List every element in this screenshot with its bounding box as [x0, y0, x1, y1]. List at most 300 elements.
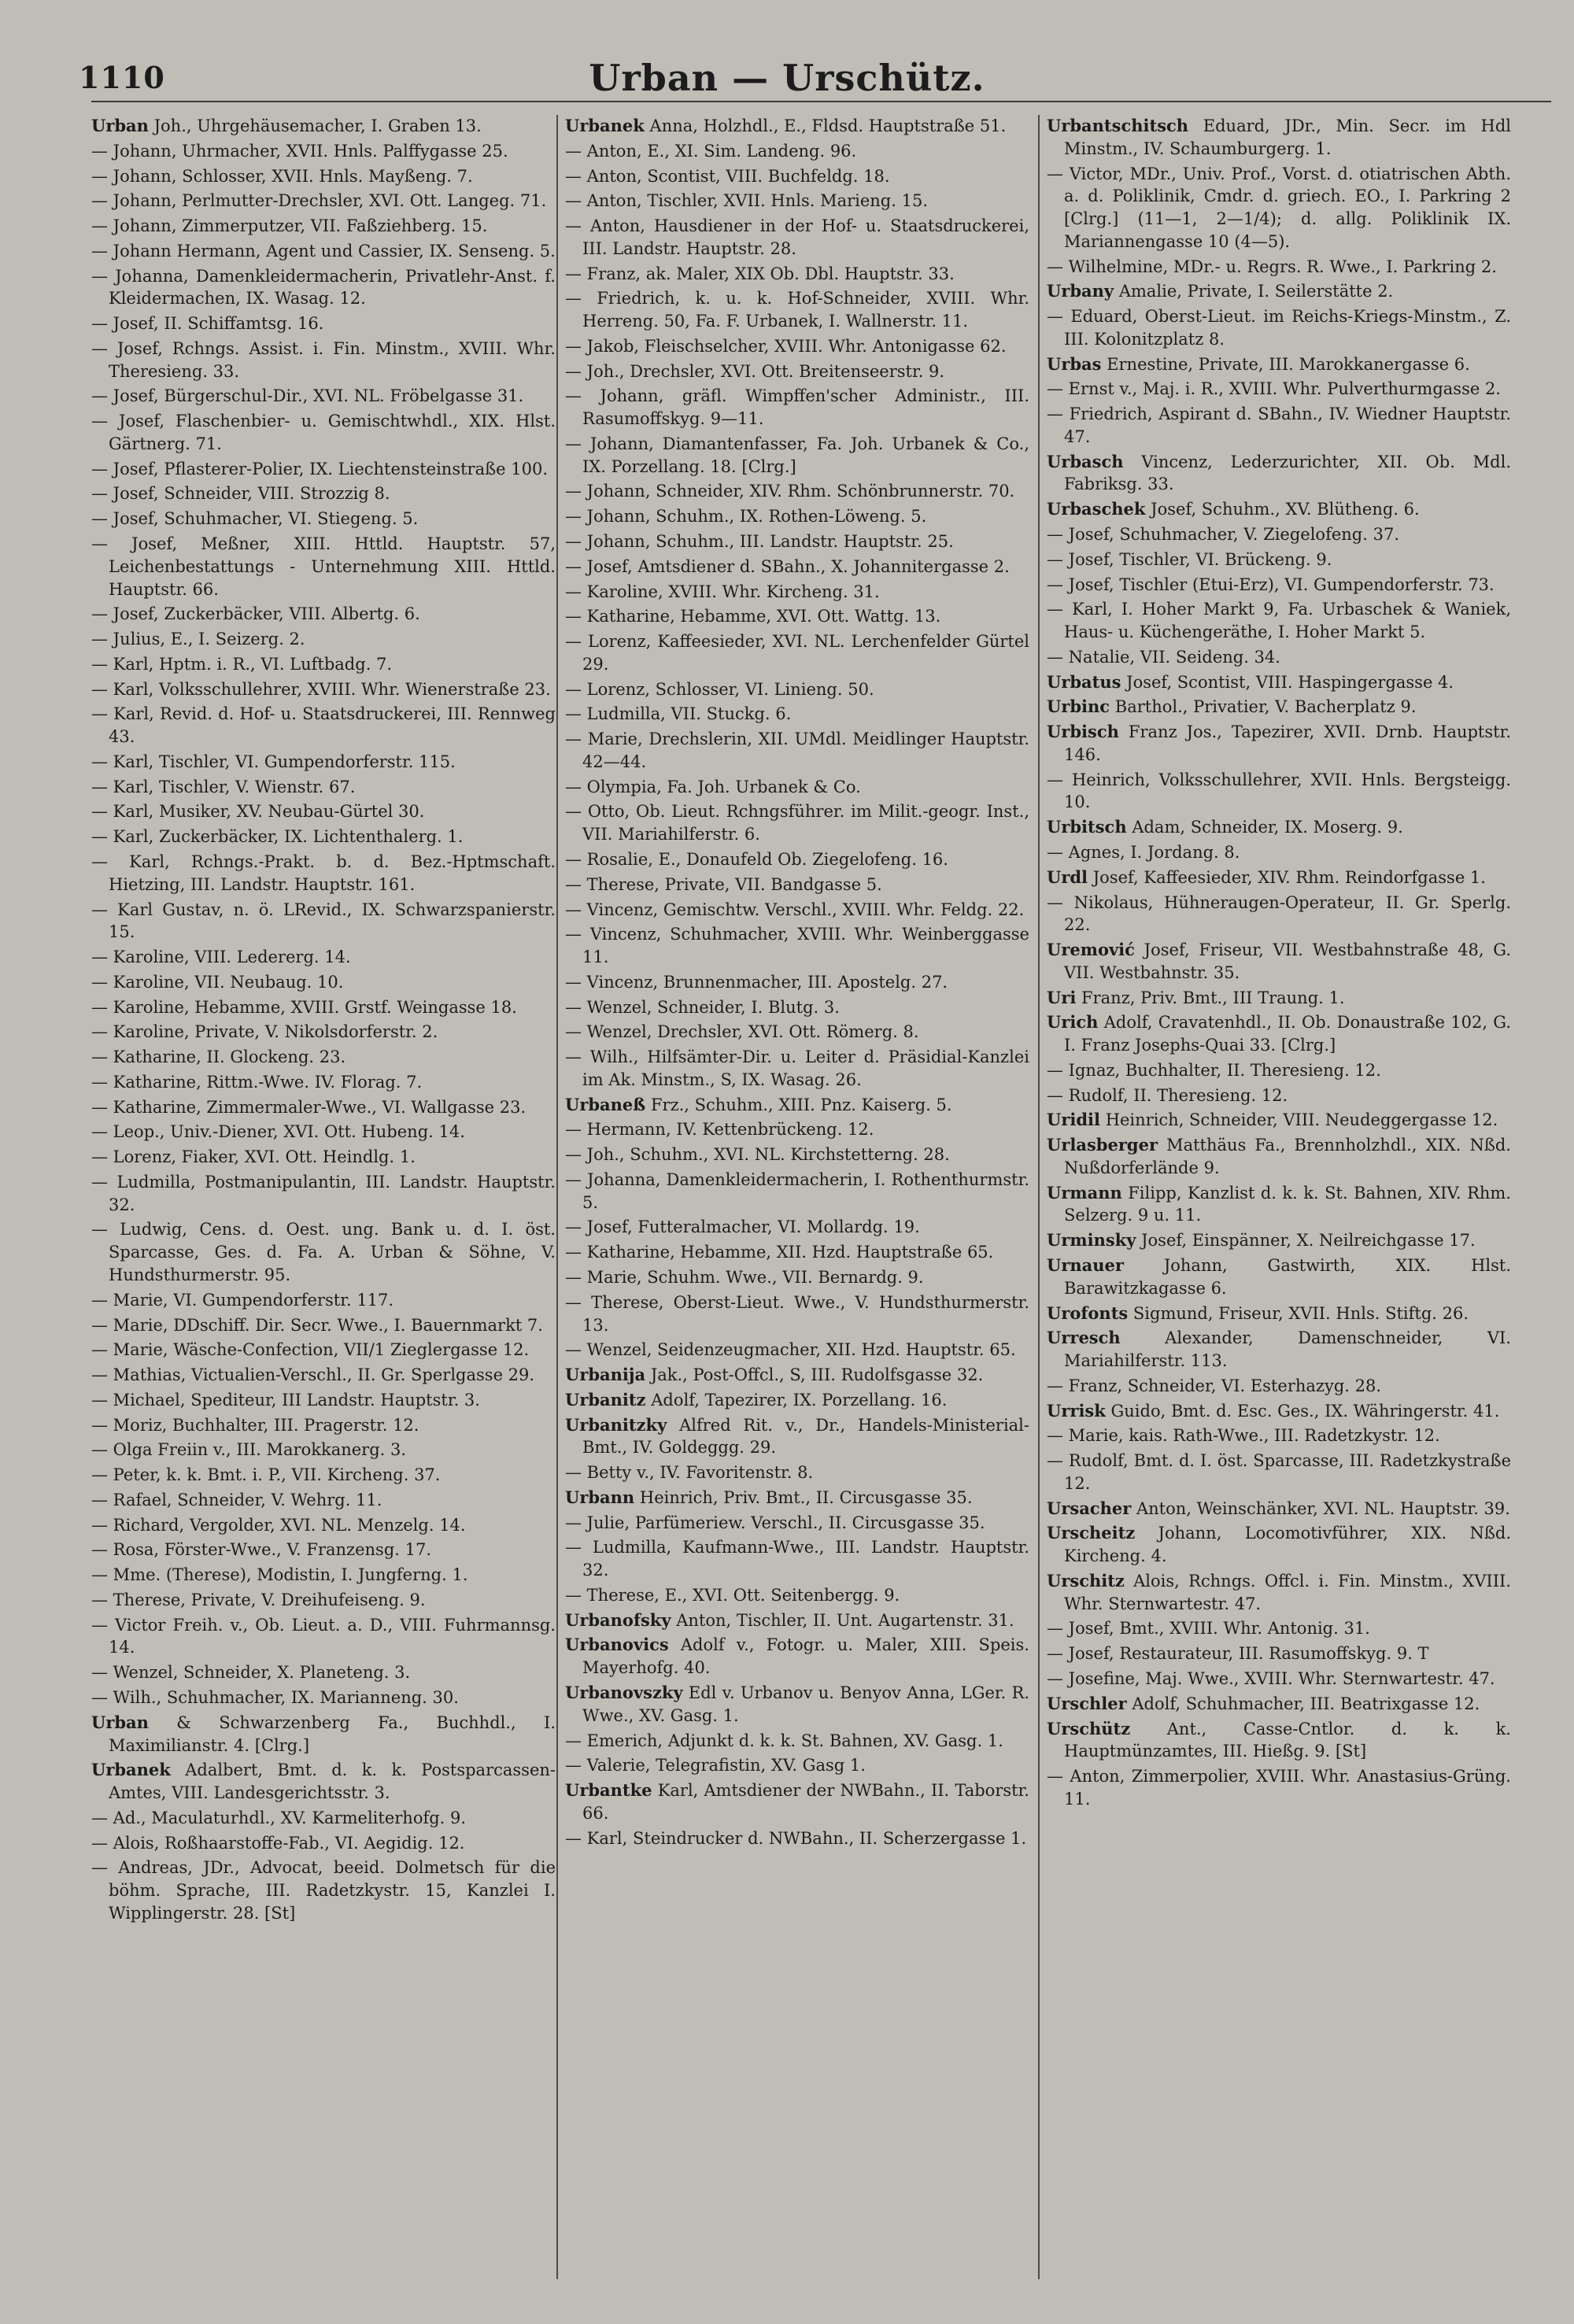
directory-entry	[565, 335, 1029, 358]
entry-text: — Franz, ak. Maler, XIX Ob. Dbl. Hauptstr. 33.	[565, 264, 955, 283]
directory-entry	[91, 603, 556, 626]
entry-surname: Urschütz	[1047, 1718, 1131, 1738]
directory-entry	[1047, 987, 1511, 1010]
entry-text: — Marie, DDschiff. Dir. Secr. Wwe., I. Bauernmarkt 7.	[91, 1315, 543, 1335]
directory-entry	[1047, 378, 1511, 401]
directory-entry	[1047, 1375, 1511, 1398]
entry-text: — Johann, Schlosser, XVII. Hnls. Mayßeng. 7.	[91, 166, 473, 186]
directory-entry	[91, 1339, 556, 1362]
entry-text: Heinrich, Schneider, VIII. Neudeggergasse 12.	[1105, 1110, 1498, 1130]
entry-text: — Josef, Restaurateur, III. Rasumoffskyg. 9. T	[1047, 1644, 1429, 1664]
entry-surname: Urscheitz	[1047, 1523, 1136, 1543]
directory-entry	[1047, 305, 1511, 351]
entry-text: — Wenzel, Schneider, I. Blutg. 3.	[565, 997, 840, 1017]
directory-entry	[565, 1094, 1029, 1117]
directory-entry	[1047, 115, 1511, 161]
entry-surname: Urbann	[565, 1487, 635, 1507]
entry-text: Jak., Post-Offcl., S, III. Rudolfsgasse 32.	[650, 1365, 984, 1385]
directory-entry	[565, 703, 1029, 726]
entry-text: — Johann, Zimmerputzer, VII. Faßziehberg. 15.	[91, 216, 488, 236]
directory-entry	[91, 776, 556, 799]
directory-entry	[91, 1046, 556, 1069]
entry-text: Filipp, Kanzlist d. k. k. St. Bahnen, XIV. Rhm. Selzerg. 9 u. 11.	[1064, 1183, 1511, 1225]
directory-entry	[91, 678, 556, 701]
entry-text: — Wilh., Hilfsämter-Dir. u. Leiter d. Präsidial-Kanzlei im Ak. Minstm., S, IX. Wasag. 26.	[565, 1047, 1029, 1089]
entry-surname: Ursacher	[1047, 1498, 1132, 1518]
directory-entry	[565, 899, 1029, 922]
entry-text: Adolf v., Fotogr. u. Maler, XIII. Speis. Mayerhofg. 40.	[582, 1635, 1029, 1678]
entry-text: Anton, Tischler, II. Unt. Augartenstr. 31.	[676, 1610, 1014, 1630]
entry-surname: Urbanitz	[565, 1389, 646, 1410]
directory-entry	[1047, 256, 1511, 279]
entry-text: — Josef, II. Schiffamtsg. 16.	[91, 314, 324, 334]
directory-entry	[565, 215, 1029, 260]
entry-text: Heinrich, Priv. Bmt., II. Circusgasse 35.	[639, 1487, 973, 1507]
entry-text: — Lorenz, Kaffeesieder, XVI. NL. Lerchenfelder Gürtel 29.	[565, 632, 1029, 674]
entry-text: — Johann, Perlmutter-Drechsler, XVI. Ott. Langeg. 71.	[91, 191, 547, 211]
directory-entry	[565, 360, 1029, 383]
directory-entry	[565, 385, 1029, 430]
directory-entry	[565, 996, 1029, 1019]
entry-text: — Johann, Schuhm., IX. Rothen-Löweng. 5.	[565, 507, 927, 527]
entry-text: — Josefine, Maj. Wwe., XVIII. Whr. Sternwartestr. 47.	[1047, 1669, 1495, 1688]
directory-entry	[565, 1339, 1029, 1362]
directory-entry	[565, 165, 1029, 188]
directory-entry	[1047, 1400, 1511, 1423]
directory-entry	[1047, 939, 1511, 985]
entry-text: — Josef, Bürgerschul-Dir., XVI. NL. Fröbelgasse 31.	[91, 386, 524, 406]
entry-surname: Urich	[1047, 1012, 1099, 1033]
directory-entry	[91, 1389, 556, 1412]
entry-text: — Marie, kais. Rath-Wwe., III. Radetzkystr. 12.	[1047, 1426, 1440, 1446]
directory-entry	[91, 996, 556, 1019]
directory-entry	[1047, 1327, 1511, 1373]
entry-text: — Therese, E., XVI. Ott. Seitenbergg. 9.	[565, 1585, 900, 1605]
directory-entry	[1047, 523, 1511, 546]
page-number: 1110	[79, 60, 165, 95]
directory-entry	[565, 678, 1029, 701]
entry-text: — Wilh., Schuhmacher, IX. Marianneng. 30.	[91, 1688, 459, 1707]
directory-entry	[1047, 353, 1511, 376]
directory-entry	[565, 1364, 1029, 1387]
entry-text: — Karl, Zuckerbäcker, IX. Lichtenthalerg. 1.	[91, 827, 464, 847]
directory-entry	[1047, 646, 1511, 669]
directory-entry	[1047, 1084, 1511, 1107]
directory-entry	[91, 1289, 556, 1312]
entry-text: — Rudolf, Bmt. d. I. öst. Sparcasse, III. Radetzkystraße 12.	[1047, 1451, 1511, 1493]
directory-entry	[565, 1021, 1029, 1044]
entry-text: Joh., Uhrgehäusemacher, I. Graben 13.	[153, 116, 482, 135]
entry-text: Alfred Rit. v., Dr., Handels-Ministerial-Bmt., IV. Goldeggg. 29.	[582, 1415, 1029, 1458]
directory-entry	[91, 240, 556, 263]
directory-entry	[1047, 163, 1511, 253]
entry-text: — Josef, Bmt., XVIII. Whr. Antonig. 31.	[1047, 1619, 1370, 1639]
directory-entry	[1047, 671, 1511, 694]
entry-text: — Karoline, Private, V. Nikolsdorferstr. 2.	[91, 1022, 438, 1042]
entry-text: — Vincenz, Gemischtw. Verschl., XVIII. Whr. Feldg. 22.	[565, 900, 1025, 919]
entry-text: Josef, Schuhm., XV. Blütheng. 6.	[1151, 500, 1420, 519]
entry-surname: Urbitsch	[1047, 817, 1127, 837]
entry-text: — Josef, Futteralmacher, VI. Mollardg. 19.	[565, 1217, 920, 1237]
entry-text: — Andreas, JDr., Advocat, beeid. Dolmetsch für die böhm. Sprache, III. Radetzkystr. 15, Kanzlei I. Wipplingerstr. 28. [St]	[91, 1858, 556, 1923]
directory-entry	[91, 1564, 556, 1587]
entry-surname: Urbany	[1047, 281, 1114, 301]
entry-surname: Urlasberger	[1047, 1135, 1158, 1155]
directory-entry	[91, 1218, 556, 1286]
entry-text: — Josef, Amtsdiener d. SBahn., X. Johannitergasse 2.	[565, 556, 1010, 576]
entry-text: — Therese, Oberst-Lieut. Wwe., V. Hundsthurmerstr. 13.	[565, 1292, 1029, 1335]
directory-entry	[565, 581, 1029, 604]
directory-entry	[1047, 1254, 1511, 1300]
entry-text: — Karoline, Hebamme, XVIII. Grstf. Weingasse 18.	[91, 997, 517, 1017]
directory-entry	[91, 1439, 556, 1461]
directory-entry	[1047, 1059, 1511, 1082]
entry-text: Adolf, Cravatenhdl., II. Ob. Donaustraße 102, G. I. Franz Josephs-Quai 33. [Clrg.]	[1064, 1013, 1511, 1055]
entry-text: — Betty v., IV. Favoritenstr. 8.	[565, 1463, 814, 1483]
directory-entry	[565, 776, 1029, 799]
entry-text: Vincenz, Lederzurichter, XII. Ob. Mdl. Fabriksg. 33.	[1064, 452, 1511, 494]
directory-entry	[1047, 1570, 1511, 1616]
entry-text: — Lorenz, Fiaker, XVI. Ott. Heindlg. 1.	[91, 1147, 416, 1167]
directory-entry	[91, 628, 556, 651]
entry-text: — Olympia, Fa. Joh. Urbanek & Co.	[565, 777, 861, 796]
entry-text: — Josef, Meßner, XIII. Httld. Hauptstr. 57, Leichenbestattungs - Unternehmung XIII. Httld. Hauptstr. 66.	[91, 534, 556, 599]
directory-entry	[91, 1414, 556, 1437]
entry-text: — Therese, Private, V. Dreihufeiseng. 9.	[91, 1590, 426, 1609]
directory-entry	[565, 1634, 1029, 1679]
directory-entry	[565, 1414, 1029, 1460]
entry-text: — Josef, Flaschenbier- u. Gemischtwhdl., XIX. Hlst. Gärtnerg. 71.	[91, 412, 556, 453]
entry-text: Adam, Schneider, IX. Moserg. 9.	[1132, 818, 1403, 837]
entry-text: — Josef, Schuhmacher, V. Ziegelofeng. 37.	[1047, 525, 1399, 545]
entry-text: — Karl, Musiker, XV. Neubau-Gürtel 30.	[91, 802, 425, 822]
entry-text: Matthäus Fa., Brennholzhdl., XIX. Nßd. Nußdorferlände 9.	[1064, 1136, 1511, 1177]
directory-entry	[91, 1589, 556, 1612]
directory-entry	[565, 263, 1029, 286]
directory-entry	[565, 1536, 1029, 1582]
directory-entry	[1047, 816, 1511, 839]
directory-entry	[91, 1096, 556, 1119]
entry-text: — Johann, Schneider, XIV. Rhm. Schönbrunnerstr. 70.	[565, 482, 1015, 501]
entry-text: — Heinrich, Volksschullehrer, XVII. Hnls. Bergsteigg. 10.	[1047, 770, 1511, 812]
entry-surname: Urbantke	[565, 1780, 652, 1801]
entry-surname: Urban	[91, 116, 149, 135]
directory-entry	[1047, 498, 1511, 521]
directory-entry	[91, 1314, 556, 1337]
directory-entry	[565, 190, 1029, 212]
entry-text: — Marie, VI. Gumpendorferstr. 117.	[91, 1290, 394, 1310]
directory-entry	[1047, 574, 1511, 597]
directory-entry	[91, 1071, 556, 1094]
entry-text: — Josef, Tischler (Etui-Erz), VI. Gumpendorferstr. 73.	[1047, 575, 1495, 594]
entry-surname: Urbaschek	[1047, 499, 1146, 519]
entry-text: — Olga Freiin v., III. Marokkanerg. 3.	[91, 1440, 407, 1460]
entry-text: Johann, Locomotivführer, XIX. Nßd. Kircheng. 4.	[1064, 1524, 1511, 1566]
entry-text: Anna, Holzhdl., E., Fldsd. Hauptstraße 51.	[649, 116, 1007, 135]
entry-text: — Anton, Scontist, VIII. Buchfeldg. 18.	[565, 166, 890, 186]
directory-entry	[91, 1171, 556, 1217]
entry-surname: Uridil	[1047, 1110, 1100, 1130]
entry-text: — Wenzel, Schneider, X. Planeteng. 3.	[91, 1663, 411, 1683]
directory-entry	[565, 530, 1029, 553]
directory-entry	[91, 410, 556, 456]
entry-text: — Julius, E., I. Seizerg. 2.	[91, 630, 305, 649]
entry-surname: Urmann	[1047, 1182, 1122, 1203]
entry-text: — Victor, MDr., Univ. Prof., Vorst. d. otiatrischen Abth. a. d. Poliklinik, Cmdr. d. griech. EO., I. Parkring 2 [Clrg.] (11—1, 2—1/4); d. allg. Poliklinik IX. Mariannengasse 10 (4—5).	[1047, 164, 1511, 251]
entry-text: — Karl Gustav, n. ö. LRevid., IX. Schwarzspanierstr. 15.	[91, 900, 556, 942]
entry-text: — Katharine, Hebamme, XII. Hzd. Hauptstraße 65.	[565, 1243, 994, 1262]
entry-text: — Johann Hermann, Agent und Cassier, IX. Senseng. 5.	[91, 241, 556, 260]
entry-text: Amalie, Private, I. Seilerstätte 2.	[1118, 282, 1394, 301]
directory-entry	[565, 1144, 1029, 1166]
entry-text: — Marie, Drechslerin, XII. UMdl. Meidlinger Hauptstr. 42—44.	[565, 730, 1029, 771]
entry-text: — Franz, Schneider, VI. Esterhazyg. 28.	[1047, 1376, 1382, 1395]
entry-text: — Josef, Schuhmacher, VI. Stiegeng. 5.	[91, 509, 419, 529]
entry-text: — Marie, Schuhm. Wwe., VII. Bernardg. 9.	[565, 1267, 924, 1287]
directory-entry	[91, 1807, 556, 1830]
entry-text: Guido, Bmt. d. Esc. Ges., IX. Währingerstr. 41.	[1110, 1401, 1500, 1421]
directory-entry	[565, 287, 1029, 333]
entry-text: Eduard, JDr., Min. Secr. im Hdl Minstm., IV. Schaumburgerg. 1.	[1064, 116, 1511, 158]
directory-entry	[1047, 1693, 1511, 1716]
entry-text: — Emerich, Adjunkt d. k. k. St. Bahnen, XV. Gasg. 1.	[565, 1731, 1003, 1750]
entry-surname: Urnauer	[1047, 1254, 1124, 1275]
entry-text: — Katharine, Hebamme, XVI. Ott. Wattg. 13.	[565, 607, 941, 626]
entry-text: — Karl, I. Hoher Markt 9, Fa. Urbaschek & Waniek, Haus- u. Küchengeräthe, I. Hoher Markt 5.	[1047, 600, 1511, 642]
entry-surname: Urbisch	[1047, 722, 1119, 742]
directory-entry	[565, 1512, 1029, 1535]
entry-text: — Rosalie, E., Donaufeld Ob. Ziegelofeng. 16.	[565, 849, 948, 869]
entry-text: — Ignaz, Buchhalter, II. Theresieng. 12.	[1047, 1060, 1381, 1080]
directory-entry	[565, 1779, 1029, 1825]
directory-entry	[91, 971, 556, 994]
directory-entry	[1047, 1450, 1511, 1495]
entry-surname: Uremović	[1047, 940, 1135, 960]
directory-entry	[91, 826, 556, 848]
entry-text: Anton, Weinschänker, XVI. NL. Hauptstr. 39.	[1136, 1498, 1510, 1518]
entry-text: Adolf, Tapezirer, IX. Porzellang. 16.	[651, 1390, 948, 1410]
entry-text: — Karl, Tischler, V. Wienstr. 67.	[91, 777, 356, 796]
directory-entry	[1047, 696, 1511, 719]
entry-surname: Urbinc	[1047, 696, 1110, 717]
directory-entry	[565, 605, 1029, 628]
entry-surname: Urbaneß	[565, 1094, 646, 1114]
entry-text: Karl, Amtsdiener der NWBahn., II. Taborstr. 66.	[582, 1781, 1029, 1823]
entry-surname: Urbanitzky	[565, 1414, 667, 1435]
directory-entry	[91, 899, 556, 944]
directory-entry	[91, 1364, 556, 1387]
entry-text: — Joh., Schuhm., XVI. NL. Kirchstetterng. 28.	[565, 1145, 950, 1165]
entry-surname: Urban	[91, 1712, 149, 1732]
entry-surname: Uri	[1047, 987, 1077, 1007]
directory-entry	[91, 1687, 556, 1709]
directory-entry	[1047, 1424, 1511, 1447]
entry-text: — Valerie, Telegrafistin, XV. Gasg 1.	[565, 1756, 866, 1775]
entry-text: — Johann, Uhrmacher, XVII. Hnls. Palffygasse 25.	[91, 141, 508, 161]
entry-text: — Rudolf, II. Theresieng. 12.	[1047, 1085, 1288, 1105]
entry-text: — Peter, k. k. Bmt. i. P., VII. Kircheng. 37.	[91, 1465, 441, 1485]
entry-text: — Jakob, Fleischselcher, XVIII. Whr. Antonigasse 62.	[565, 336, 1007, 356]
entry-text: Josef, Scontist, VIII. Haspingergasse 4.	[1126, 672, 1454, 692]
directory-entry	[565, 1266, 1029, 1289]
entry-surname: Urminsky	[1047, 1230, 1136, 1251]
entry-text: — Michael, Spediteur, III Landstr. Hauptstr. 3.	[91, 1390, 480, 1410]
entry-text: Frz., Schuhm., XIII. Pnz. Kaiserg. 5.	[650, 1095, 952, 1114]
entry-text: — Ad., Maculaturhdl., XV. Karmeliterhofg. 9.	[91, 1808, 467, 1827]
page-title: Urban — Urschütz.	[589, 57, 985, 99]
column-divider-1	[556, 115, 558, 2279]
directory-entry	[565, 800, 1029, 846]
directory-entry	[1047, 866, 1511, 889]
entry-text: — Vincenz, Schuhmacher, XVIII. Whr. Weinberggasse 11.	[565, 925, 1029, 967]
entry-text: Josef, Einspänner, X. Neilreichgasse 17.	[1141, 1231, 1476, 1251]
entry-text: — Josef, Rchngs. Assist. i. Fin. Minstm., XVIII. Whr. Theresieng. 33.	[91, 338, 556, 381]
directory-entry	[565, 1216, 1029, 1239]
directory-entry	[91, 338, 556, 383]
entry-text: Alexander, Damenschneider, VI. Mariahilferstr. 113.	[1064, 1328, 1511, 1371]
entry-text: Sigmund, Friseur, XVII. Hnls. Stiftg. 26.	[1132, 1303, 1469, 1323]
entry-surname: Urdl	[1047, 866, 1088, 887]
entry-text: — Katharine, Rittm.-Wwe. IV. Florag. 7.	[91, 1072, 423, 1092]
directory-entry	[91, 1759, 556, 1805]
entry-text: Ernestine, Private, III. Marokkanergasse 6.	[1107, 354, 1470, 374]
directory-entry	[91, 215, 556, 238]
entry-text: Edl v. Urbanov u. Benyov Anna, LGer. R. Wwe., XV. Gasg. 1.	[582, 1683, 1029, 1725]
entry-text: — Richard, Vergolder, XVI. NL. Menzelg. 14.	[91, 1515, 466, 1535]
entry-surname: Urofonts	[1047, 1302, 1129, 1323]
directory-entry	[565, 874, 1029, 896]
directory-entry	[91, 653, 556, 676]
entry-surname: Urresch	[1047, 1328, 1121, 1348]
entry-text: — Josef, Tischler, VI. Brückeng. 9.	[1047, 549, 1332, 569]
entry-text: Ant., Casse-Cntlor. d. k. k. Hauptmünzamtes, III. Hießg. 9. [St]	[1064, 1719, 1511, 1761]
entry-text: — Katharine, II. Glockeng. 23.	[91, 1047, 346, 1067]
directory-entry	[91, 458, 556, 481]
entry-text: Franz Jos., Tapezirer, XVII. Drnb. Hauptstr. 146.	[1064, 722, 1511, 764]
entry-surname: Urbanek	[91, 1760, 171, 1780]
entry-text: Adolf, Schuhmacher, III. Beatrixgasse 12.	[1132, 1694, 1480, 1713]
entry-text: — Alois, Roßhaarstoffe-Fab., VI. Aegidig. 12.	[91, 1833, 465, 1853]
entry-surname: Urbanofsky	[565, 1609, 671, 1630]
entry-text: — Josef, Zuckerbäcker, VIII. Albertg. 6.	[91, 604, 420, 624]
entry-text: Franz, Priv. Bmt., III Traung. 1.	[1081, 988, 1345, 1007]
directory-entry	[565, 1241, 1029, 1264]
directory-entry	[91, 946, 556, 969]
header-rule	[91, 101, 1551, 102]
entry-text: — Anton, E., XI. Sim. Landeng. 96.	[565, 141, 857, 161]
directory-entry	[1047, 1109, 1511, 1132]
entry-text: Barthol., Privatier, V. Bacherplatz 9.	[1114, 697, 1417, 717]
entry-surname: Urschler	[1047, 1693, 1127, 1713]
entry-text: — Johanna, Damenkleidermacherin, I. Rothenthurmstr. 5.	[565, 1169, 1029, 1212]
directory-entry	[1047, 1498, 1511, 1520]
directory-entry	[565, 848, 1029, 871]
entry-text: — Joh., Drechsler, XVI. Ott. Breitenseerstr. 9.	[565, 361, 945, 381]
entry-text: — Ludwig, Cens. d. Oest. ung. Bank u. d. I. öst. Sparcasse, Ges. d. Fa. A. Urban & Söhne, V. Hundsthurmerstr. 95.	[91, 1220, 556, 1284]
entry-text: — Johann, gräfl. Wimpffen'scher Administr., III. Rasumoffskyg. 9—11.	[565, 386, 1029, 429]
entry-text: — Mme. (Therese), Modistin, I. Jungferng. 1.	[91, 1565, 468, 1585]
directory-entry	[565, 728, 1029, 774]
directory-entry	[1047, 549, 1511, 571]
entry-text: — Karl, Tischler, VI. Gumpendorferstr. 115.	[91, 752, 456, 771]
entry-text: — Agnes, I. Jordang. 8.	[1047, 842, 1240, 862]
entry-text: — Leop., Univ.-Diener, XVI. Ott. Hubeng. 14.	[91, 1122, 465, 1142]
entry-text: — Natalie, VII. Seideng. 34.	[1047, 647, 1280, 667]
entry-text: — Karl, Rchngs.-Prakt. b. d. Bez.-Hptmschaft. Hietzing, III. Landstr. Hauptstr. 161.	[91, 852, 556, 894]
entry-text: — Karoline, VII. Neubaug. 10.	[91, 972, 344, 992]
directory-entry	[91, 1832, 556, 1855]
directory-entry	[91, 533, 556, 600]
directory-entry	[1047, 1229, 1511, 1252]
directory-entry	[91, 1146, 556, 1169]
entry-text: — Lorenz, Schlosser, VI. Linieng. 50.	[565, 679, 874, 699]
entry-text: — Karoline, VIII. Ledererg. 14.	[91, 948, 351, 967]
entry-text: — Moriz, Buchhalter, III. Pragerstr. 12.	[91, 1415, 419, 1435]
entry-text: — Ludmilla, VII. Stuckg. 6.	[565, 704, 792, 724]
directory-entry	[91, 1464, 556, 1487]
directory-entry	[91, 265, 556, 311]
entry-text: — Eduard, Oberst-Lieut. im Reichs-Kriegs-Minstm., Z. III. Kolonitzplatz 8.	[1047, 307, 1511, 349]
directory-entry	[565, 556, 1029, 578]
directory-entry	[565, 433, 1029, 478]
directory-entry	[91, 1121, 556, 1144]
directory-entry	[91, 312, 556, 335]
entry-text: — Anton, Hausdiener in der Hof- u. Staatsdruckerei, III. Landstr. Hauptstr. 28.	[565, 216, 1029, 258]
column-3	[1047, 115, 1511, 2279]
directory-entry	[565, 140, 1029, 163]
directory-entry	[1047, 721, 1511, 767]
directory-entry	[565, 1730, 1029, 1753]
entry-text: — Nikolaus, Hühneraugen-Operateur, II. Gr. Sperlg. 22.	[1047, 892, 1511, 935]
directory-entry	[91, 703, 556, 748]
entry-text: — Josef, Pflasterer-Polier, IX. Liechtensteinstraße 100.	[91, 459, 548, 478]
directory-entry	[91, 1539, 556, 1561]
directory-entry	[565, 1169, 1029, 1214]
directory-entry	[565, 923, 1029, 969]
entry-text: — Karl, Revid. d. Hof- u. Staatsdruckerei, III. Rennweg 43.	[91, 704, 556, 747]
directory-entry	[91, 1021, 556, 1044]
entry-surname: Urbatus	[1047, 671, 1121, 692]
entry-text: Josef, Friseur, VII. Westbahnstraße 48, G. VII. Westbahnstr. 35.	[1064, 940, 1511, 982]
directory-entry	[565, 1389, 1029, 1412]
directory-entry	[565, 971, 1029, 994]
entry-text: — Ludmilla, Kaufmann-Wwe., III. Landstr. Hauptstr. 32.	[565, 1538, 1029, 1580]
directory-entry	[91, 385, 556, 408]
entry-text: — Katharine, Zimmermaler-Wwe., VI. Wallgasse 23.	[91, 1097, 527, 1117]
directory-entry	[1047, 280, 1511, 303]
directory-entry	[91, 1514, 556, 1537]
entry-text: — Wenzel, Seidenzeugmacher, XII. Hzd. Hauptstr. 65.	[565, 1340, 1016, 1360]
directory-entry	[1047, 1765, 1511, 1811]
directory-entry	[565, 1754, 1029, 1777]
directory-entry	[565, 1461, 1029, 1484]
directory-entry	[1047, 1134, 1511, 1180]
directory-entry	[91, 800, 556, 823]
directory-entry	[91, 190, 556, 212]
entry-text: — Johanna, Damenkleidermacherin, Privatlehr-Anst. f. Kleidermachen, IX. Wasag. 12.	[91, 266, 556, 309]
entry-surname: Urbanovics	[565, 1635, 669, 1655]
directory-entry	[565, 1584, 1029, 1607]
column-divider-2	[1038, 115, 1040, 2279]
directory-entry	[1047, 598, 1511, 644]
directory-entry	[1047, 1302, 1511, 1325]
directory-entry	[1047, 1182, 1511, 1228]
entry-text: — Vincenz, Brunnenmacher, III. Apostelg. 27.	[565, 972, 948, 992]
entry-text: — Victor Freih. v., Ob. Lieut. a. D., VIII. Fuhrmannsg. 14.	[91, 1615, 556, 1657]
directory-entry	[1047, 1617, 1511, 1640]
entry-surname: Urbanovszky	[565, 1683, 683, 1702]
directory-entry	[91, 1489, 556, 1512]
